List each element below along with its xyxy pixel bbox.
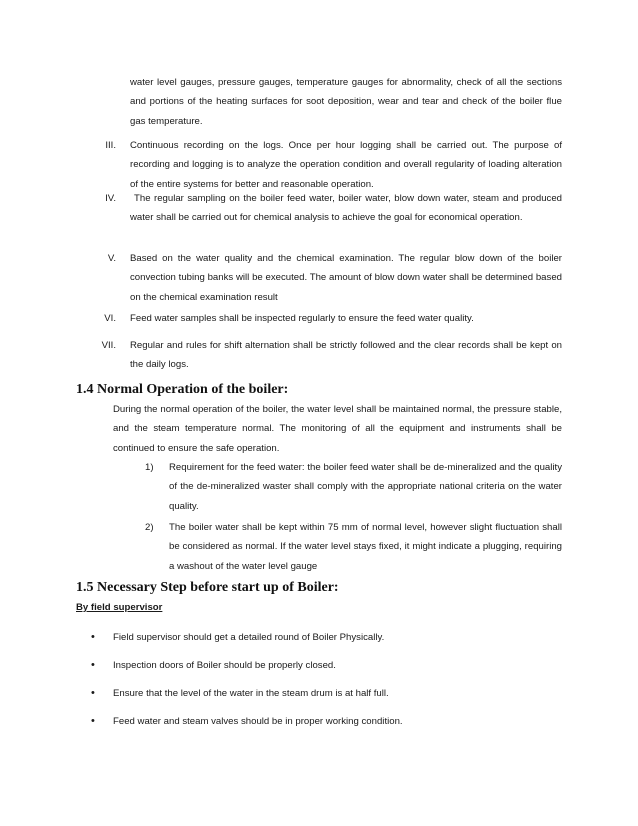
item-numeral-v: V. — [107, 253, 116, 264]
bullet-dot-icon: • — [91, 687, 95, 699]
bullet-dot-icon: • — [91, 715, 95, 727]
section-heading-1-4: 1.4 Normal Operation of the boiler: — [76, 382, 289, 397]
list-text-1: Requirement for the feed water: the boiler feed water shall be de-mineralized and the quality of the de-mineralized waster shall comply with the appropriate national criteria on the water quality. — [169, 462, 562, 512]
item-numeral-iii: III. — [105, 140, 116, 151]
continuation-paragraph: water level gauges, pressure gauges, temperature gauges for abnormality, check of all the sections and portions of the heating surfaces for soot deposition, wear and tear and check of the boiler flue gas temperature. — [130, 77, 562, 127]
section-heading-1-5: 1.5 Necessary Step before start up of Boiler: — [76, 580, 339, 595]
item-numeral-vi: VI. — [104, 313, 116, 324]
item-text-iv: The regular sampling on the boiler feed water, boiler water, blow down water, steam and produced water shall be carried out for chemical analysis to achieve the goal for economical operation. — [130, 193, 562, 224]
section-1-4-intro: During the normal operation of the boiler, the water level shall be maintained normal, the pressure stable, and the steam temperature normal. The monitoring of all the equipment and instruments shall be continued to ensure the safe operation. — [113, 404, 562, 454]
bullet-dot-icon: • — [91, 659, 95, 671]
item-numeral-vii: VII. — [101, 340, 116, 351]
bullet-item: Feed water and steam valves should be in proper working condition. — [113, 716, 403, 727]
item-text-vi: Feed water samples shall be inspected regularly to ensure the feed water quality. — [130, 313, 474, 324]
item-text-iii: Continuous recording on the logs. Once per hour logging shall be carried out. The purpose of recording and logging is to analyze the operation condition and overall regularity of loading alteration of the entire systems for better and reasonable operation. — [130, 140, 562, 190]
bullet-item: Inspection doors of Boiler should be properly closed. — [113, 660, 336, 671]
item-text-vii: Regular and rules for shift alternation shall be strictly followed and the clear records shall be kept on the daily logs. — [130, 340, 562, 371]
bullet-item: Field supervisor should get a detailed round of Boiler Physically. — [113, 632, 385, 643]
list-number-2: 2) — [145, 522, 154, 533]
field-supervisor-subheading: By field supervisor — [76, 602, 163, 613]
bullet-dot-icon: • — [91, 631, 95, 643]
bullet-item: Ensure that the level of the water in the steam drum is at half full. — [113, 688, 389, 699]
list-text-2: The boiler water shall be kept within 75 mm of normal level, however slight fluctuation shall be considered as normal. If the water level stays fixed, it might indicate a plugging, requiring a washout of the water level gauge — [169, 522, 562, 572]
list-number-1: 1) — [145, 462, 154, 473]
item-text-v: Based on the water quality and the chemical examination. The regular blow down of the boiler convection tubing banks will be executed. The amount of blow down water shall be determined based on the chemical examination result — [130, 253, 562, 303]
item-numeral-iv: IV. — [105, 193, 116, 204]
